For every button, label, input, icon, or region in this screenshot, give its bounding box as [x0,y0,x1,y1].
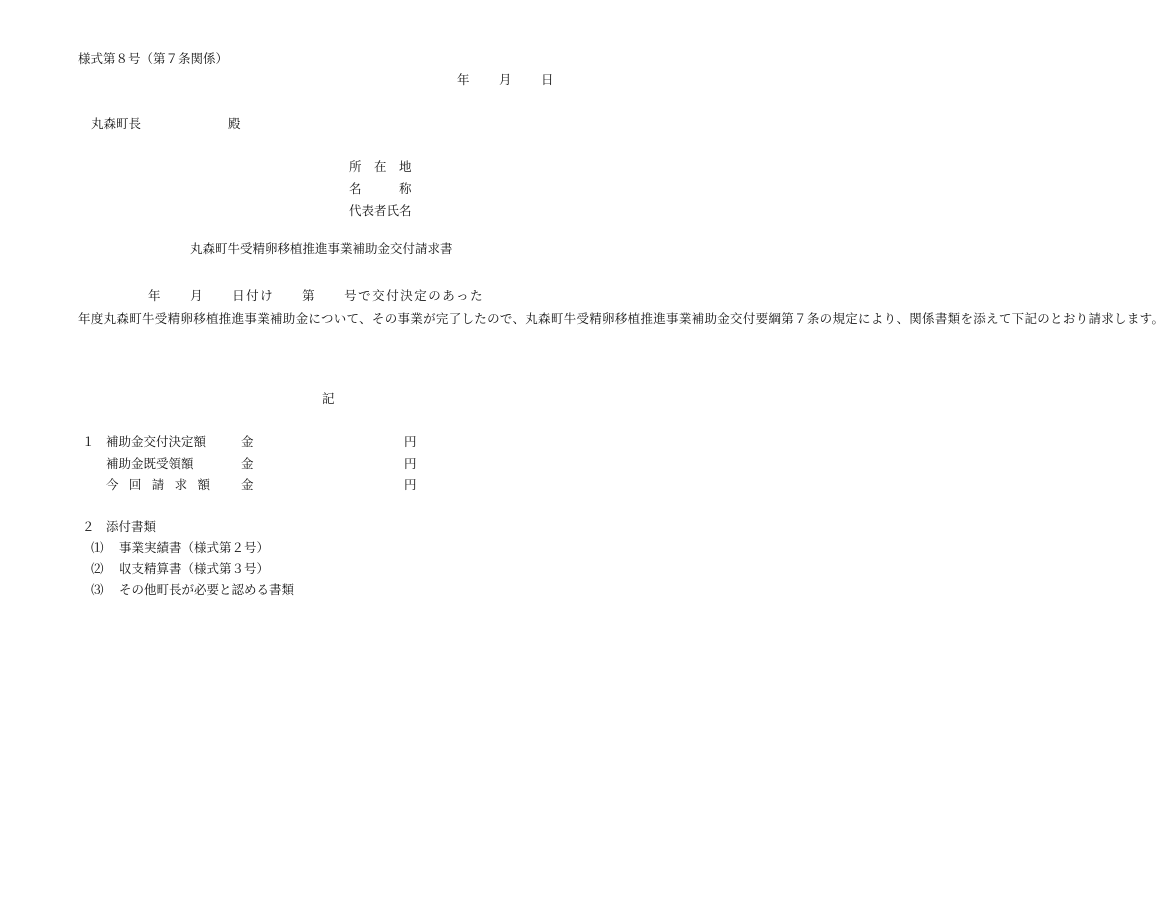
attachment-1-marker: ⑴ [91,540,104,555]
attachment-2-marker: ⑵ [91,561,104,576]
body-main-text: 年度丸森町牛受精卵移植推進事業補助金について、その事業が完了したので、丸森町牛受精卵移植推進事業補助金交付要綱第７条の規定により、関係書類を添えて下記のとおり請求します。 [78,311,1164,326]
applicant-representative-label: 代表者氏名 [349,203,412,218]
body-decision: 号で交付決定のあった [344,288,485,303]
attachment-2-text: 収支精算書（様式第３号） [119,561,270,576]
addressee-name: 丸森町長 [91,116,142,131]
amount-request-label: 今回請求額 [106,477,210,492]
body-month: 月 [190,288,205,303]
addressee-honorific: 殿 [228,116,241,131]
amount-decided-unit: 円 [404,434,417,449]
amount-decided-prefix: 金 [241,434,254,449]
amount-request-prefix: 金 [241,477,254,492]
date-day-label: 日 [541,72,554,87]
amount-received-prefix: 金 [241,456,254,471]
amount-received-unit: 円 [404,456,417,471]
date-month-label: 月 [499,72,512,87]
amount-received-label: 補助金既受領額 [106,456,194,471]
document-title: 丸森町牛受精卵移植推進事業補助金交付請求書 [190,241,453,256]
form-label: 様式第８号（第７条関係） [78,51,229,66]
amounts-number: １ [82,434,95,449]
ki-heading: 記 [322,391,335,406]
attachment-3-marker: ⑶ [91,582,104,597]
attachments-number: ２ [82,519,95,534]
request-paragraph [78,284,1164,330]
applicant-address-label: 所 在 地 [349,159,412,174]
body-year: 年 [148,288,163,303]
attachment-3-text: その他町長が必要と認める書類 [119,582,295,597]
applicant-name-label: 名 称 [349,181,412,196]
body-date-suffix: 日付け [232,288,275,303]
amount-request-unit: 円 [404,477,417,492]
attachment-1-text: 事業実績書（様式第２号） [119,540,270,555]
attachments-heading: 添付書類 [106,519,157,534]
amount-decided-label: 補助金交付決定額 [106,434,207,449]
date-year-label: 年 [457,72,470,87]
body-number-prefix: 第 [302,288,317,303]
